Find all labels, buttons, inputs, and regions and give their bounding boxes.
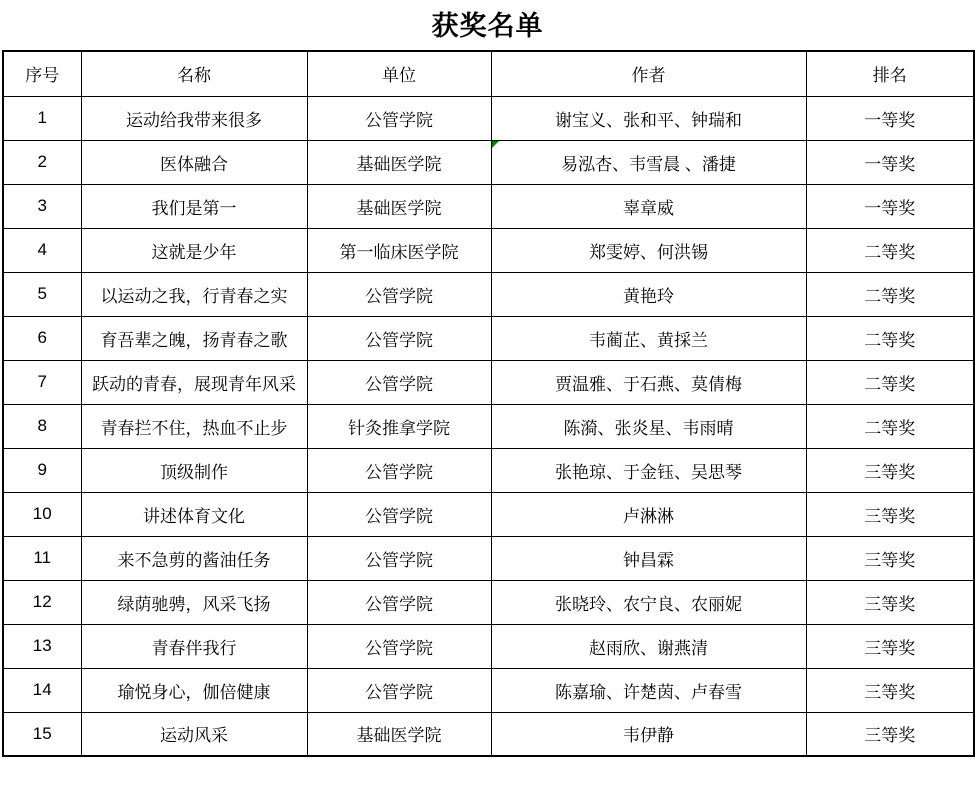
- cell-rank: 一等奖: [806, 140, 974, 184]
- table-row: [3, 184, 974, 228]
- cell-authors: 陈嘉瑜、许楚茵、卢春雪: [491, 668, 806, 712]
- cell-index: 10: [3, 492, 81, 536]
- cell-authors: 辜章威: [491, 184, 806, 228]
- cell-authors: 黄艳玲: [491, 272, 806, 316]
- cell-index: 2: [3, 140, 81, 184]
- cell-index: 8: [3, 404, 81, 448]
- cell-authors: 钟昌霖: [491, 536, 806, 580]
- table-row: [3, 492, 974, 536]
- cell-unit: 公管学院: [307, 316, 491, 360]
- cell-rank: 三等奖: [806, 668, 974, 712]
- cell-rank: 二等奖: [806, 316, 974, 360]
- cell-authors: 张艳琼、于金钰、吴思琴: [491, 448, 806, 492]
- table-row: [3, 404, 974, 448]
- cell-authors: 贾温雅、于石燕、莫倩梅: [491, 360, 806, 404]
- award-table: [2, 50, 975, 757]
- cell-unit: 公管学院: [307, 624, 491, 668]
- cell-authors: 张晓玲、农宁良、农丽妮: [491, 580, 806, 624]
- col-header-name: 名称: [81, 51, 307, 96]
- table-row: [3, 360, 974, 404]
- header-row: [3, 51, 974, 96]
- cell-index: 7: [3, 360, 81, 404]
- cell-unit: 公管学院: [307, 448, 491, 492]
- cell-rank: 一等奖: [806, 184, 974, 228]
- cell-authors: 易泓杏、韦雪晨 、潘捷: [491, 140, 806, 184]
- cell-index: 1: [3, 96, 81, 140]
- cell-rank: 三等奖: [806, 492, 974, 536]
- cell-authors: 韦伊静: [491, 712, 806, 756]
- cell-rank: 三等奖: [806, 712, 974, 756]
- col-header-unit: 单位: [307, 51, 491, 96]
- cell-rank: 一等奖: [806, 96, 974, 140]
- cell-authors: 赵雨欣、谢燕清: [491, 624, 806, 668]
- cell-name: 顶级制作: [81, 448, 307, 492]
- table-row: [3, 140, 974, 184]
- table-row: [3, 228, 974, 272]
- cell-rank: 三等奖: [806, 448, 974, 492]
- cell-rank: 二等奖: [806, 272, 974, 316]
- cell-unit: 基础医学院: [307, 712, 491, 756]
- cell-rank: 二等奖: [806, 228, 974, 272]
- table-row: [3, 316, 974, 360]
- cell-index: 13: [3, 624, 81, 668]
- cell-name: 这就是少年: [81, 228, 307, 272]
- cell-name: 医体融合: [81, 140, 307, 184]
- cell-index: 3: [3, 184, 81, 228]
- cell-rank: 二等奖: [806, 404, 974, 448]
- table-row: [3, 712, 974, 756]
- cell-rank: 三等奖: [806, 580, 974, 624]
- cell-authors: 谢宝义、张和平、钟瑞和: [491, 96, 806, 140]
- cell-unit: 公管学院: [307, 492, 491, 536]
- cell-index: 4: [3, 228, 81, 272]
- cell-index: 11: [3, 536, 81, 580]
- col-header-index: 序号: [3, 51, 81, 96]
- cell-unit: 公管学院: [307, 96, 491, 140]
- cell-name: 跃动的青春，展现青年风采: [81, 360, 307, 404]
- cell-name: 讲述体育文化: [81, 492, 307, 536]
- cell-unit: 公管学院: [307, 272, 491, 316]
- cell-name: 瑜悦身心，伽倍健康: [81, 668, 307, 712]
- cell-unit: 基础医学院: [307, 140, 491, 184]
- cell-name: 我们是第一: [81, 184, 307, 228]
- cell-index: 9: [3, 448, 81, 492]
- cell-error-indicator: [492, 141, 499, 148]
- cell-index: 6: [3, 316, 81, 360]
- table-row: [3, 448, 974, 492]
- cell-index: 14: [3, 668, 81, 712]
- cell-name: 运动风采: [81, 712, 307, 756]
- cell-unit: 公管学院: [307, 360, 491, 404]
- col-header-rank: 排名: [806, 51, 974, 96]
- table-row: [3, 668, 974, 712]
- page-title: 获奖名单: [431, 11, 544, 41]
- cell-unit: 基础医学院: [307, 184, 491, 228]
- cell-index: 5: [3, 272, 81, 316]
- cell-authors: 韦蔺芷、黄採兰: [491, 316, 806, 360]
- cell-rank: 二等奖: [806, 360, 974, 404]
- cell-name: 育吾辈之魄，扬青春之歌: [81, 316, 307, 360]
- cell-unit: 针灸推拿学院: [307, 404, 491, 448]
- cell-name: 运动给我带来很多: [81, 96, 307, 140]
- table-row: [3, 536, 974, 580]
- cell-name: 青春伴我行: [81, 624, 307, 668]
- col-header-authors: 作者: [491, 51, 806, 96]
- cell-name: 来不急剪的酱油任务: [81, 536, 307, 580]
- cell-unit: 第一临床医学院: [307, 228, 491, 272]
- cell-index: 12: [3, 580, 81, 624]
- table-row: [3, 96, 974, 140]
- cell-rank: 三等奖: [806, 624, 974, 668]
- cell-name: 绿荫驰骋，风采飞扬: [81, 580, 307, 624]
- table-row: [3, 272, 974, 316]
- cell-authors: 郑雯婷、何洪锡: [491, 228, 806, 272]
- table-row: [3, 580, 974, 624]
- table-row: [3, 624, 974, 668]
- cell-unit: 公管学院: [307, 580, 491, 624]
- cell-authors: 卢淋淋: [491, 492, 806, 536]
- cell-name: 以运动之我，行青春之实: [81, 272, 307, 316]
- cell-rank: 三等奖: [806, 536, 974, 580]
- cell-unit: 公管学院: [307, 536, 491, 580]
- cell-authors: 陈漪、张炎星、韦雨晴: [491, 404, 806, 448]
- cell-unit: 公管学院: [307, 668, 491, 712]
- cell-name: 青春拦不住，热血不止步: [81, 404, 307, 448]
- cell-index: 15: [3, 712, 81, 756]
